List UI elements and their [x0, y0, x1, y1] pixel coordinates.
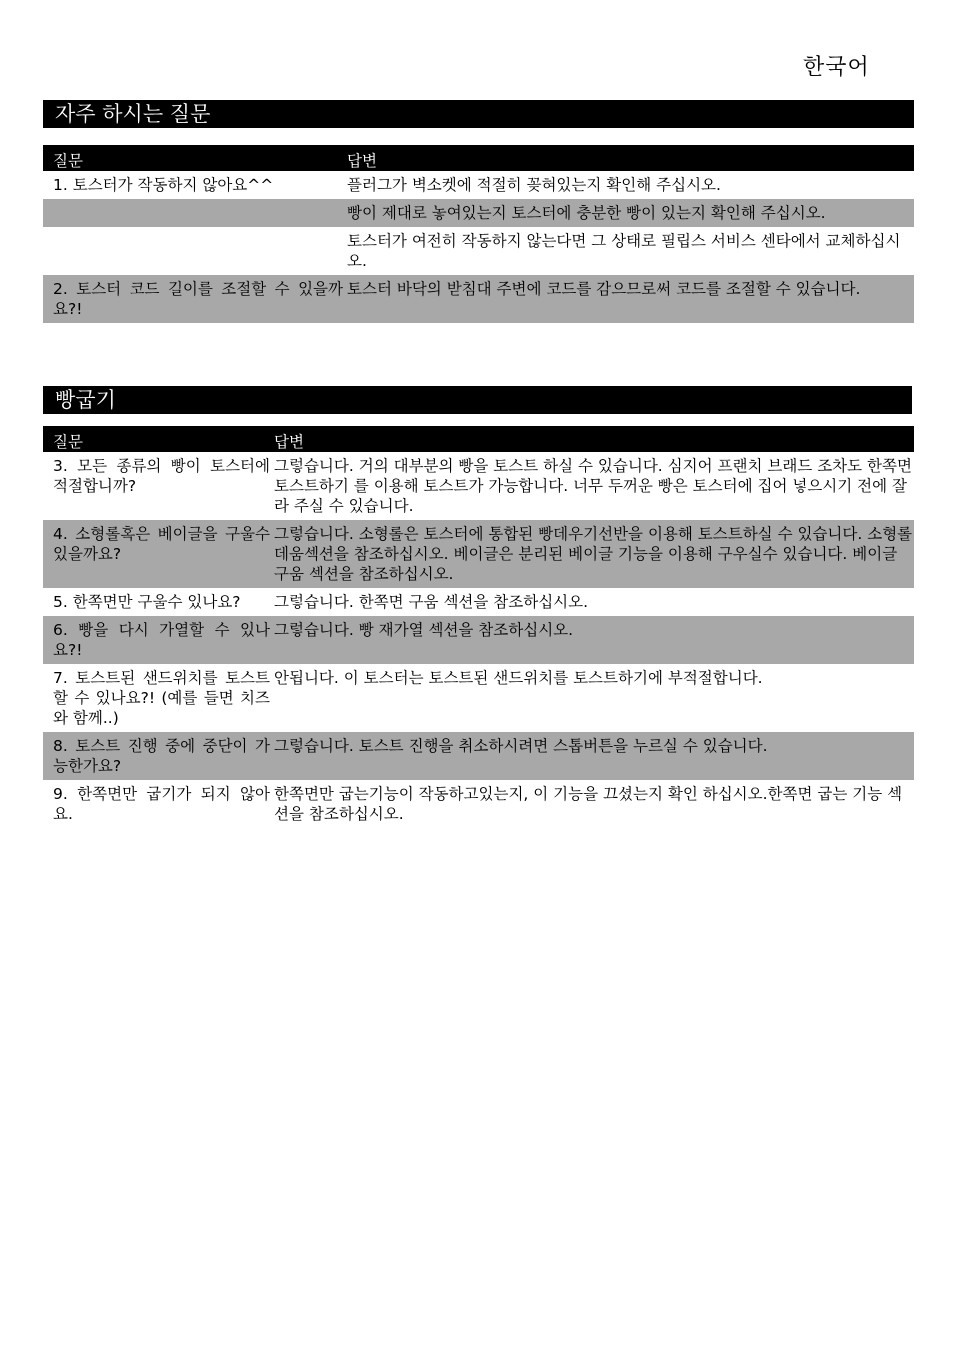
- question-cell: 4. 소형롤혹은 베이글을 구울수 있을까요?: [43, 520, 272, 588]
- table-header: [43, 145, 914, 171]
- question-cell: 6. 빵을 다시 가열할 수 있나요?!: [43, 616, 272, 664]
- question-header: 질문: [43, 145, 345, 171]
- table-row: [43, 275, 914, 323]
- question-cell: [43, 199, 345, 227]
- answer-cell: 그렇습니다. 토스트 진행을 취소하시려면 스톱버튼을 누르실 수 있습니다.: [272, 732, 914, 780]
- answer-cell: 토스터가 여전히 작동하지 않는다면 그 상태로 필립스 서비스 센타에서 교체하십시오.: [347, 232, 901, 270]
- answer-cell: 그렇습니다. 거의 대부분의 빵을 토스트 하실 수 있습니다. 심지어 프랜치 브래드 조차도 한쪽면 토스트하기 를 이용해 토스트가 가능합니다. 너무 두꺼운 빵은 토스터에 집어 넣으시기 전에 잘라 주실 수 있습니다.: [274, 457, 912, 515]
- question-cell: 9. 한쪽면만 굽기가 되지 않아요.: [53, 785, 270, 823]
- bread-faq-table: [43, 426, 914, 828]
- table-header: [43, 426, 914, 452]
- table-row: [43, 520, 914, 588]
- question-cell: 8. 토스트 진행 중에 중단이 가능한가요?: [43, 732, 272, 780]
- answer-header: 답변: [345, 145, 914, 171]
- question-header: 질문: [43, 426, 272, 452]
- answer-cell: 그렇습니다. 빵 재가열 섹션을 참조하십시오.: [272, 616, 914, 664]
- question-cell: 3. 모든 종류의 빵이 토스터에 적절합니까?: [53, 457, 270, 495]
- table-row: [43, 199, 914, 227]
- table-row: [43, 452, 914, 520]
- language-label: 한국어: [803, 55, 870, 80]
- faq-table: [43, 145, 914, 323]
- table-row: [43, 780, 914, 828]
- answer-cell: 그렇습니다. 한쪽면 구움 섹션을 참조하십시오.: [274, 593, 589, 611]
- answer-cell: 빵이 제대로 놓여있는지 토스터에 충분한 빵이 있는지 확인해 주십시오.: [345, 199, 914, 227]
- table-row: [43, 664, 914, 732]
- table-row: [43, 227, 914, 275]
- answer-cell: 토스터 바닥의 받침대 주변에 코드를 감으므로써 코드를 조절할 수 있습니다.: [345, 275, 914, 323]
- bread-section-title: 빵굽기: [43, 386, 912, 414]
- question-cell: 5. 한쪽면만 구울수 있나요?: [53, 593, 241, 611]
- faq-section-title: 자주 하시는 질문: [43, 100, 914, 128]
- table-row: [43, 732, 914, 780]
- answer-cell: 한쪽면만 굽는기능이 작동하고있는지, 이 기능을 끄셨는지 확인 하십시오.한쪽면 굽는 기능 섹션을 참조하십시오.: [274, 785, 903, 823]
- table-row: [43, 171, 914, 199]
- question-cell: 7. 토스트된 샌드위치를 토스트 할 수 있나요?! (예를 들면 치즈와 함께..): [53, 669, 270, 727]
- question-cell: [43, 227, 345, 275]
- answer-cell: 플러그가 벽소켓에 적절히 꽂혀있는지 확인해 주십시오.: [347, 176, 721, 194]
- answer-cell: 안됩니다. 이 토스터는 토스트된 샌드위치를 토스트하기에 부적절합니다.: [274, 669, 763, 687]
- table-row: [43, 588, 914, 616]
- question-cell: 2. 토스터 코드 길이를 조절할 수 있을까요?!: [43, 275, 345, 323]
- answer-header: 답변: [272, 426, 914, 452]
- table-row: [43, 616, 914, 664]
- question-cell: 1. 토스터가 작동하지 않아요^^: [53, 176, 274, 194]
- answer-cell: 그렇습니다. 소형롤은 토스터에 통합된 빵데우기선반을 이용해 토스트하실 수 있습니다. 소형롤 데움섹션을 참조하십시오. 베이글은 분리된 베이글 기능을 이용해 구우실수 있습니다. 베이글 구움 섹션을 참조하십시오.: [272, 520, 914, 588]
